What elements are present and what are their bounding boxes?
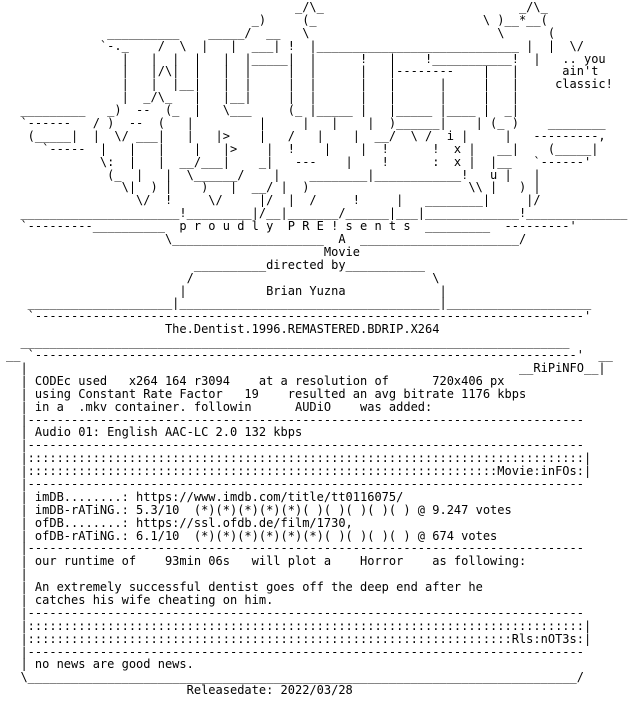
nfo-line: |----------------------------------------------------------------------------- [6,644,584,659]
nfo-line: __ `---------------------------------------------------------------------------' __ [6,348,613,363]
nfo-line: _) (_ \ )__*__( [6,12,548,27]
nfo-line: ______________________!_________|/__|_______/______|___|_____________!______________ [6,206,628,221]
nfo-line: | ofDB........: https://ssl.ofdb.de/film/1730, [6,515,353,530]
nfo-line: `------ / ) -- ( | | | | | )______| | (_ ) ________ [6,116,606,131]
nfo-line: | __RiPiNFO__| [6,360,606,375]
nfo-line: |:::::::::::::::::::::::::::::::::::::::::::::::::::::::::::::::::::Rls:nOT3s:| [6,631,592,646]
nfo-line: | CODEc used x264 164 r3094 at a resolution of 720x406 px [6,373,505,388]
nfo-line: |:::::::::::::::::::::::::::::::::::::::::::::::::::::::::::::::::::::::::::::| [6,451,592,466]
nfo-line: __________ _____/ __ \ \ ( [6,25,556,40]
nfo-line: ____________________________________________________________________________ [6,335,570,350]
nfo-line: |----------------------------------------------------------------------------- [6,476,584,491]
nfo-line: | | |__| | | | | | | | | | classic! [6,77,613,92]
nfo-line: Releasedate: 2022/03/28 [6,683,353,698]
nfo-line: __________directed by___________ [6,257,426,272]
nfo-line: `---------__________ p r o u d l y P R E ! s e n t s _________ ---------' [6,219,577,234]
nfo-line: |----------------------------------------------------------------------------- [6,412,584,427]
nfo-line: | _/\_ | |__| | | | | | | | [6,90,519,105]
nfo-line: | our runtime of 93min 06s will plot a Horror as following: [6,554,527,569]
nfo-line: | |/\| | | | | | | |-------- | | ain't [6,64,599,79]
nfo-line: `-._ / \ | | ___| ! |____________________________ | | \/ [6,38,584,53]
nfo-line: | An extremely successful dentist goes off the deep end after he [6,580,483,595]
nfo-line: \: | | __/___| _| --- | ! : x | |__ `------' [6,154,592,169]
nfo-line: \/ ! \/ |/ | / ! | ________| |/ [6,193,541,208]
nfo-line: | catches his wife cheating on him. [6,592,274,607]
nfo-line: |----------------------------------------------------------------------------- [6,605,584,620]
nfo-line: | ofDB-rATiNG.: 6.1/10 (*)(*)(*)(*)(*)(*)( )( )( )( ) @ 674 votes [6,528,498,543]
nfo-line: |:::::::::::::::::::::::::::::::::::::::::::::::::::::::::::::::::::::::::::::| [6,618,592,633]
nfo-line: / \ [6,270,440,285]
nfo-line: _/\_ _/\_ [6,0,548,14]
nfo-line: | no news are good news. [6,657,194,672]
nfo-line: | using Constant Rate Factor 19 resulted an avg bitrate 1176 kbps [6,386,527,401]
nfo-line: |:::::::::::::::::::::::::::::::::::::::::::::::::::::::::::::::::Movie:inFOs:| [6,464,592,479]
nfo-line: | Brian Yuzna | [6,283,447,298]
nfo-line: _________ _) -- (_ | \___ (_ |_____ | |_____ |____ | _| [6,103,519,118]
nfo-line: (_ | | \______/ | ________|____________! u | | [6,167,541,182]
nfo-line: | in a .mkv container. followin AUDiO was added: [6,399,433,414]
nfo-line: The.Dentist.1996.REMASTERED.BDRIP.X264 [6,322,440,337]
nfo-line: | Audio 01: English AAC-LC 2.0 132 kbps [6,425,303,440]
nfo-line: | imDB-rATiNG.: 5.3/10 (*)(*)(*)(*)(*)( )( )( )( )( ) @ 9.247 votes [6,502,512,517]
nfo-line: `----- | | | | |> | ! | | ! ! x | __| (_____| [6,141,599,156]
nfo-line: `----------------------------------------------------------------------------' [6,309,592,324]
nfo-line: \_____________________ A ______________________/ [6,232,527,247]
nfo-line: \| ) | ) | __/ | ) \\ | ) | [6,180,541,195]
nfo-line: |----------------------------------------------------------------------------- [6,541,584,556]
nfo-line: Movie [6,244,361,259]
nfo-line: |----------------------------------------------------------------------------- [6,438,584,453]
nfo-line: | imDB........: https://www.imdb.com/title/tt0116075/ [6,489,404,504]
nfo-line: (_____| | \/ ___| | |> | / | | __/ \ / i | | ---------, [6,128,606,143]
nfo-line: ____________________|____________________________________|____________________ [6,296,592,311]
nfo-line: | | | | | |_____| | ! | !___________! | .. you [6,51,606,66]
nfo-line: \____________________________________________________________________________/ [6,670,584,685]
nfo-line: | [6,567,28,582]
